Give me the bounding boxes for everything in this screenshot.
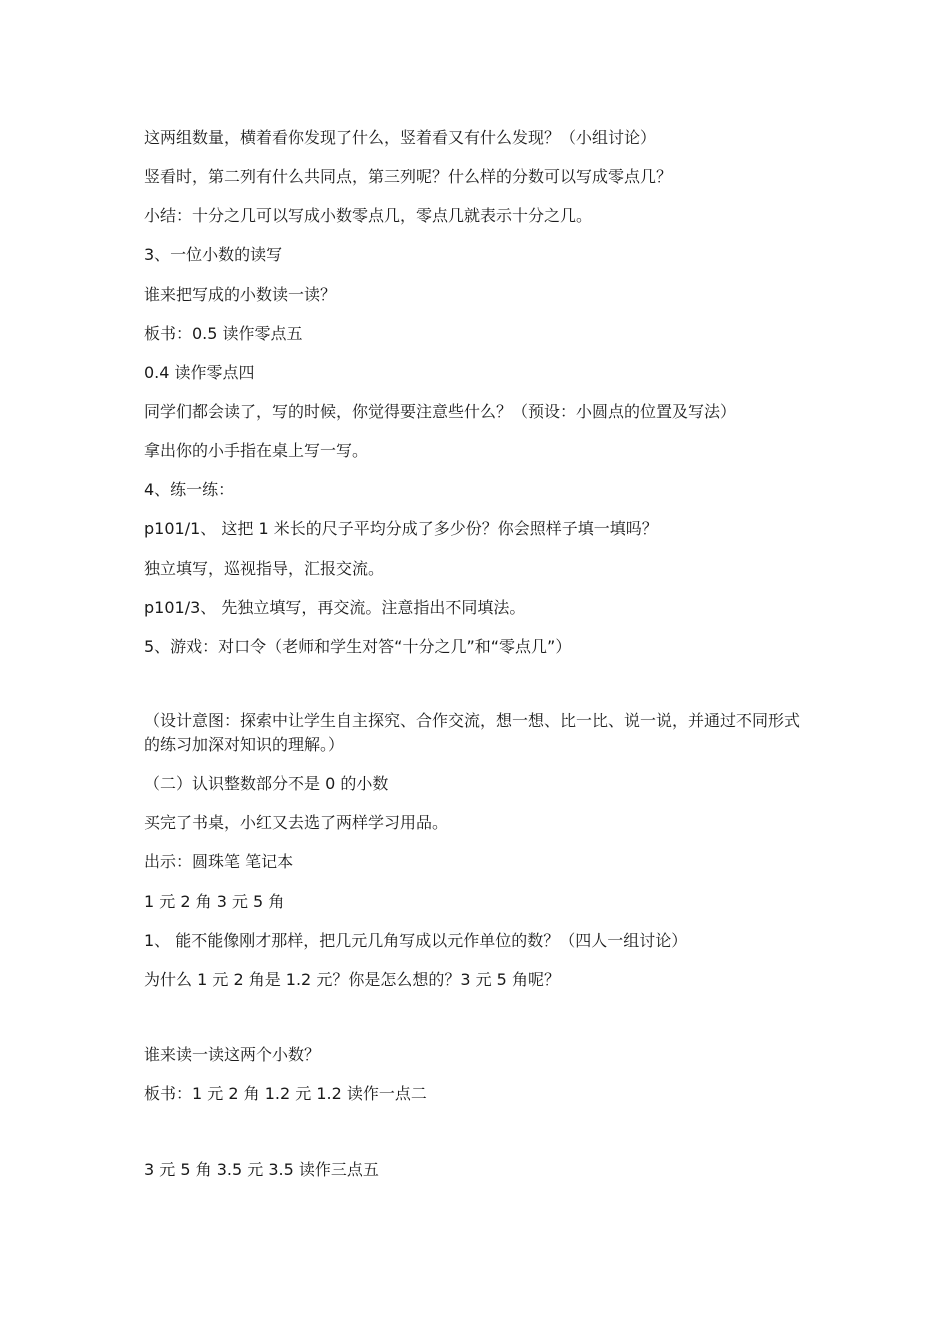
section-heading: 3、一位小数的读写	[144, 245, 283, 264]
text-line: 竖看时，第二列有什么共同点，第三列呢？什么样的分数可以写成零点几？	[144, 167, 673, 186]
text-line: 0.4 读作零点四	[144, 363, 255, 382]
text-line: 谁来把写成的小数读一读？	[144, 285, 337, 304]
text-line: 3 元 5 角 3.5 元 3.5 读作三点五	[144, 1160, 379, 1179]
design-intent-paragraph: （设计意图：探索中让学生自主探究、合作交流，想一想、比一比、说一说，并通过不同形式的练习加深对知识的理解。）	[144, 711, 801, 754]
section-heading: （二）认识整数部分不是 0 的小数	[144, 774, 389, 793]
text-line: 谁来读一读这两个小数？	[144, 1045, 321, 1064]
section-heading: 5、游戏：对口令（老师和学生对答“十分之几”和“零点几”）	[144, 637, 572, 656]
section-heading: 4、练一练：	[144, 480, 235, 499]
text-line: 小结：十分之几可以写成小数零点几，零点几就表示十分之几。	[144, 206, 593, 225]
text-line: 同学们都会读了，写的时候，你觉得要注意些什么？（预设：小圆点的位置及写法）	[144, 402, 737, 421]
text-line: 板书：0.5 读作零点五	[144, 324, 303, 343]
text-line: 独立填写，巡视指导，汇报交流。	[144, 559, 385, 578]
text-line: p101/3、 先独立填写，再交流。注意指出不同填法。	[144, 598, 526, 617]
text-line: 拿出你的小手指在桌上写一写。	[144, 441, 369, 460]
text-line: 买完了书桌，小红又去选了两样学习用品。	[144, 813, 449, 832]
text-line: 这两组数量，横着看你发现了什么，竖着看又有什么发现？（小组讨论）	[144, 128, 657, 147]
text-line: 出示：圆珠笔 笔记本	[144, 852, 294, 871]
text-line: 1 元 2 角 3 元 5 角	[144, 892, 285, 911]
text-line: 为什么 1 元 2 角是 1.2 元？你是怎么想的？3 元 5 角呢？	[144, 970, 560, 989]
text-line: 1、 能不能像刚才那样，把几元几角写成以元作单位的数？（四人一组讨论）	[144, 931, 688, 950]
text-line: p101/1、 这把 1 米长的尺子平均分成了多少份？你会照样子填一填吗？	[144, 519, 658, 538]
text-line: 板书：1 元 2 角 1.2 元 1.2 读作一点二	[144, 1084, 427, 1103]
